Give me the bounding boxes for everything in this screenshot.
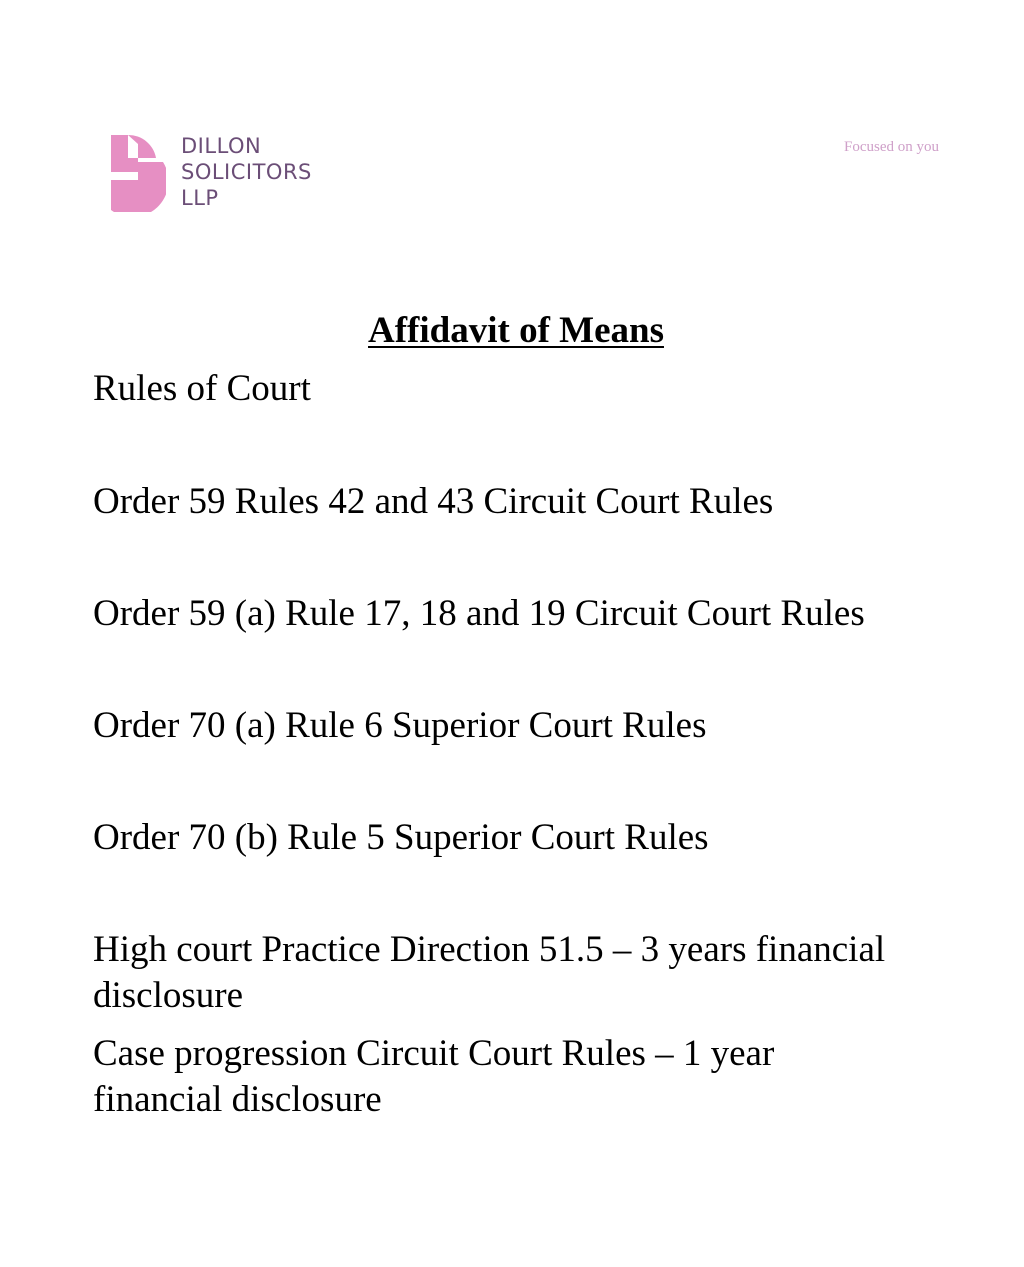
logo-line-1: DILLON	[181, 134, 262, 158]
rule-item: Order 59 (a) Rule 17, 18 and 19 Circuit Court Rules	[93, 593, 865, 634]
document-title: Affidavit of Means	[368, 310, 664, 351]
dillon-logo-mark-icon	[108, 132, 166, 212]
document-subtitle: Rules of Court	[93, 368, 311, 409]
logo-line-2: SOLICITORS	[181, 160, 312, 184]
company-logo-text	[181, 133, 312, 211]
company-tagline: Focused on you	[844, 139, 939, 155]
rule-item: Order 70 (b) Rule 5 Superior Court Rules	[93, 817, 709, 858]
rule-item: High court Practice Direction 51.5 – 3 years financial disclosure	[93, 929, 886, 1016]
logo-line-3: LLP	[181, 186, 219, 210]
rule-item: Case progression Circuit Court Rules – 1 year financial disclosure	[93, 1033, 775, 1120]
rule-item: Order 59 Rules 42 and 43 Circuit Court Rules	[93, 481, 774, 522]
rule-item: Order 70 (a) Rule 6 Superior Court Rules	[93, 705, 707, 746]
